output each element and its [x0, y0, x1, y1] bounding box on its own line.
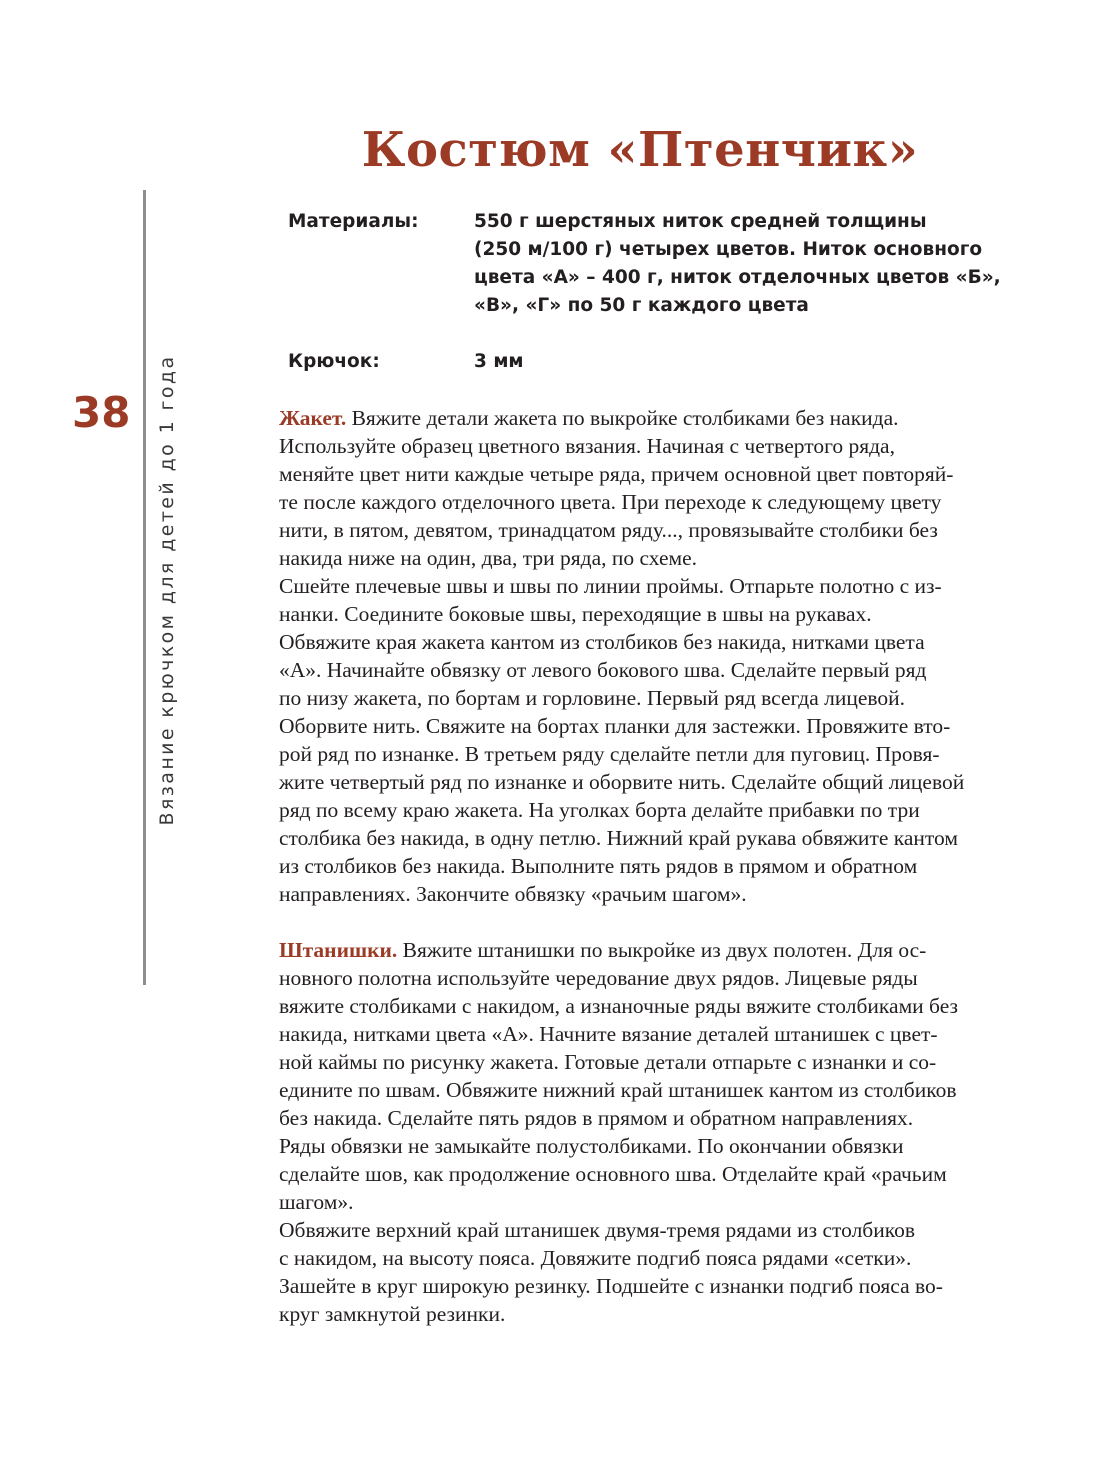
pants-line: Обвяжите верхний край штанишек двумя-тремя рядами из столбиков: [279, 1218, 915, 1242]
pants-line: Зашейте в круг широкую резинку. Подшейте с изнанки подгиб пояса во-: [279, 1274, 943, 1298]
jacket-line: накида ниже на один, два, три ряда, по схеме.: [279, 546, 698, 570]
jacket-line: жите четвертый ряд по изнанке и оборвите нить. Сделайте общий лицевой: [279, 770, 965, 794]
jacket-line: ряд по всему краю жакета. На уголках борта делайте прибавки по три: [279, 798, 920, 822]
pants-line: ной каймы по рисунку жакета. Готовые детали отпарьте с изнанки и со-: [279, 1050, 937, 1074]
jacket-line: Используйте образец цветного вязания. Начиная с четвертого ряда,: [279, 434, 895, 458]
hook-label: Крючок:: [288, 351, 380, 372]
margin-rule: [143, 190, 146, 985]
hook-value: 3 мм: [474, 351, 524, 372]
jacket-line: нанки. Соедините боковые швы, переходящие в швы на рукавах.: [279, 602, 872, 626]
pants-heading: Штанишки.: [279, 938, 398, 962]
materials-label: Материалы:: [288, 211, 419, 232]
jacket-first-line-text: Вяжите детали жакета по выкройке столбиками без накида.: [346, 406, 899, 430]
pants-line: без накида. Сделайте пять рядов в прямом и обратном направлениях.: [279, 1106, 914, 1130]
materials-specs: [288, 208, 1008, 376]
jacket-line: из столбиков без накида. Выполните пять рядов в прямом и обратном: [279, 854, 918, 878]
materials-line: цвета «А» – 400 г, ниток отделочных цветов «Б»,: [474, 267, 1001, 288]
jacket-line: те после каждого отделочного цвета. При переходе к следующему цвету: [279, 490, 942, 514]
jacket-line: столбика без накида, в одну петлю. Нижний край рукава обвяжите кантом: [279, 826, 958, 850]
pants-first-line: [279, 936, 1019, 964]
pants-first-line-text: Вяжите штанишки по выкройке из двух полотен. Для ос-: [397, 938, 927, 962]
pants-line: шагом».: [279, 1190, 354, 1214]
materials-value: [474, 208, 1008, 320]
pants-line: накида, нитками цвета «А». Начните вязание деталей штанишек с цвет-: [279, 1022, 938, 1046]
jacket-line: направлениях. Закончите обвязку «рачьим шагом».: [279, 882, 747, 906]
page-title: Костюм «Птенчик»: [361, 122, 919, 178]
hook-row: [288, 348, 1008, 376]
pants-line: Ряды обвязки не замыкайте полустолбиками. По окончании обвязки: [279, 1134, 904, 1158]
jacket-line: меняйте цвет нити каждые четыре ряда, причем основной цвет повторяй-: [279, 462, 954, 486]
jacket-line: Обвяжите края жакета кантом из столбиков без накида, нитками цвета: [279, 630, 925, 654]
jacket-section: [279, 404, 1019, 908]
pants-line: круг замкнутой резинки.: [279, 1302, 506, 1326]
pants-line: сделайте шов, как продолжение основного шва. Отделайте край «рачьим: [279, 1162, 947, 1186]
pants-line: вяжите столбиками с накидом, а изнаночные ряды вяжите столбиками без: [279, 994, 959, 1018]
pants-section: [279, 936, 1019, 1328]
materials-line: 550 г шерстяных ниток средней толщины: [474, 211, 927, 232]
pants-line: новного полотна используйте чередование двух рядов. Лицевые ряды: [279, 966, 918, 990]
pants-line: едините по швам. Обвяжите нижний край штанишек кантом из столбиков: [279, 1078, 957, 1102]
jacket-heading: Жакет.: [279, 406, 347, 430]
page-number: 38: [72, 388, 131, 437]
materials-line: «В», «Г» по 50 г каждого цвета: [474, 295, 809, 316]
jacket-first-line: [279, 404, 1019, 432]
jacket-line: по низу жакета, по бортам и горловине. Первый ряд всегда лицевой.: [279, 686, 906, 710]
jacket-line: Сшейте плечевые швы и швы по линии проймы. Отпарьте полотно с из-: [279, 574, 942, 598]
instructions-body: [279, 404, 1019, 1328]
pants-line: с накидом, на высоту пояса. Довяжите подгиб пояса рядами «сетки».: [279, 1246, 912, 1270]
section-gap: [279, 908, 1019, 936]
jacket-line: рой ряд по изнанке. В третьем ряду сделайте петли для пуговиц. Провя-: [279, 742, 940, 766]
materials-row: [288, 208, 1008, 320]
running-head: Вязание крючком для детей до 1 года: [156, 354, 178, 826]
jacket-line: нити, в пятом, девятом, тринадцатом ряду..., провязывайте столбики без: [279, 518, 938, 542]
materials-line: (250 м/100 г) четырех цветов. Ниток основного: [474, 239, 983, 260]
jacket-line: «А». Начинайте обвязку от левого бокового шва. Сделайте первый ряд: [279, 658, 927, 682]
jacket-line: Оборвите нить. Свяжите на бортах планки для застежки. Провяжите вто-: [279, 714, 951, 738]
